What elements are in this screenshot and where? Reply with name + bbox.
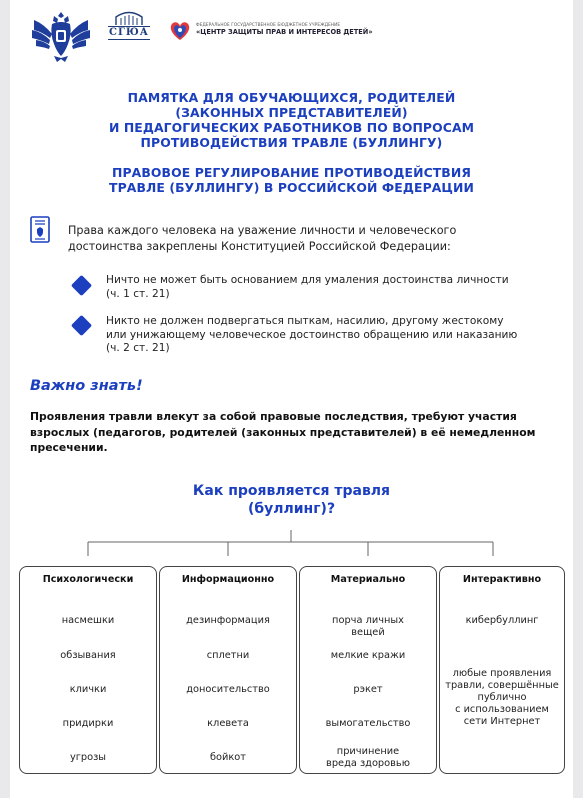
intro-line: Права каждого человека на уважение личности и человеческого: [68, 224, 457, 237]
category-informational: [159, 566, 297, 774]
list-item: [302, 746, 434, 770]
important-heading: Важно знать!: [30, 378, 143, 394]
list-item: рэкет: [353, 684, 383, 695]
sgua-building-icon: [114, 10, 144, 26]
bullet-item: [106, 274, 546, 301]
list-item: обзывания: [60, 650, 116, 661]
list-item-line: травли, совершённые: [445, 680, 559, 691]
section-title-line: ПРАВОВОЕ РЕГУЛИРОВАНИЕ ПРОТИВОДЕЙСТВИЯ: [112, 165, 471, 180]
section-title-line: ТРАВЛЕ (БУЛЛИНГУ) В РОССИЙСКОЙ ФЕДЕРАЦИИ: [109, 180, 474, 195]
heading-line: Как проявляется травля: [192, 483, 391, 499]
category-psychological: [19, 566, 157, 774]
category-material: [299, 566, 437, 774]
list-item-line: любые проявления: [452, 668, 552, 679]
list-item-line: вреда здоровью: [326, 758, 410, 769]
main-title-line: (ЗАКОННЫХ ПРЕДСТАВИТЕЛЕЙ): [175, 105, 408, 120]
organization-type: ФЕДЕРАЛЬНОЕ ГОСУДАРСТВЕННОЕ БЮДЖЕТНОЕ УЧРЕЖДЕНИЕ: [196, 22, 341, 27]
list-item: бойкот: [209, 752, 247, 763]
header: [10, 0, 573, 64]
main-title: [50, 90, 533, 150]
section-title: [50, 165, 533, 195]
list-item: мелкие кражи: [330, 650, 406, 661]
list-item: [302, 615, 434, 639]
list-item-line: причинение: [336, 746, 400, 757]
main-title-line: ПАМЯТКА ДЛЯ ОБУЧАЮЩИХСЯ, РОДИТЕЛЕЙ: [127, 90, 456, 105]
category-interactive: [439, 566, 565, 774]
important-line: взрослых (педагогов, родителей (законных представителей) в её немедленном: [30, 425, 536, 439]
list-item: придирки: [62, 718, 114, 729]
list-item: доносительство: [186, 684, 270, 695]
organization-name: «ЦЕНТР ЗАЩИТЫ ПРАВ И ИНТЕРЕСОВ ДЕТЕЙ»: [196, 28, 373, 36]
important-text: [30, 409, 555, 456]
connector-lines: [10, 530, 573, 570]
list-item-line: порча личных: [332, 615, 404, 626]
list-item: клевета: [207, 718, 249, 729]
list-item: насмешки: [61, 615, 115, 626]
bullet-item: [106, 315, 546, 356]
list-item: дезинформация: [186, 615, 270, 626]
main-title-line: И ПЕДАГОГИЧЕСКИХ РАБОТНИКОВ ПО ВОПРОСАМ: [108, 120, 475, 135]
category-title: Интерактивно: [462, 574, 542, 585]
bullet-line: (ч. 2 ст. 21): [106, 342, 170, 354]
bullet-line: Никто не должен подвергаться пыткам, насилию, другому жестокому: [106, 315, 504, 327]
category-title: Информационно: [181, 574, 275, 585]
important-line: Проявления травли влекут за собой правовые последствия, требуют участия: [30, 410, 517, 423]
important-line: пресечении.: [30, 441, 108, 454]
list-item: кибербуллинг: [465, 615, 539, 626]
intro-line: достоинства закреплены Конституцией Российской Федерации:: [68, 240, 451, 253]
list-item-line: сети Интернет: [463, 716, 541, 727]
main-title-line: ПРОТИВОДЕЙСТВИЯ ТРАВЛЕ (БУЛЛИНГУ): [140, 135, 443, 150]
child-rights-center-logo: [168, 20, 192, 42]
document-page: [10, 0, 573, 798]
list-item: [442, 668, 562, 728]
bullet-diamond-icon: [71, 315, 92, 336]
intro-text: [68, 223, 538, 255]
list-item: угрозы: [69, 752, 107, 763]
list-item-line: вещей: [351, 627, 385, 638]
list-item-line: публично: [477, 692, 527, 703]
bullet-line: Ничто не может быть основанием для умаления достоинства личности: [106, 274, 509, 286]
list-item: клички: [69, 684, 107, 695]
list-item: вымогательство: [325, 718, 411, 729]
sgua-logo: [108, 10, 150, 44]
coat-of-arms-emblem: [30, 8, 92, 64]
heading-line: (буллинг)?: [247, 501, 336, 517]
list-item-line: с использованием: [455, 704, 549, 715]
constitution-document-icon: [28, 216, 52, 244]
list-item: сплетни: [206, 650, 250, 661]
sgua-text: СГЮА: [109, 27, 149, 38]
bullet-line: (ч. 1 ст. 21): [106, 287, 170, 300]
bullying-forms-heading: [150, 482, 433, 518]
category-title: Психологически: [42, 574, 134, 585]
bullet-diamond-icon: [71, 275, 92, 296]
category-title: Материально: [330, 574, 406, 585]
bullet-line: или унижающему человеческое достоинство обращению или наказанию: [106, 328, 518, 341]
